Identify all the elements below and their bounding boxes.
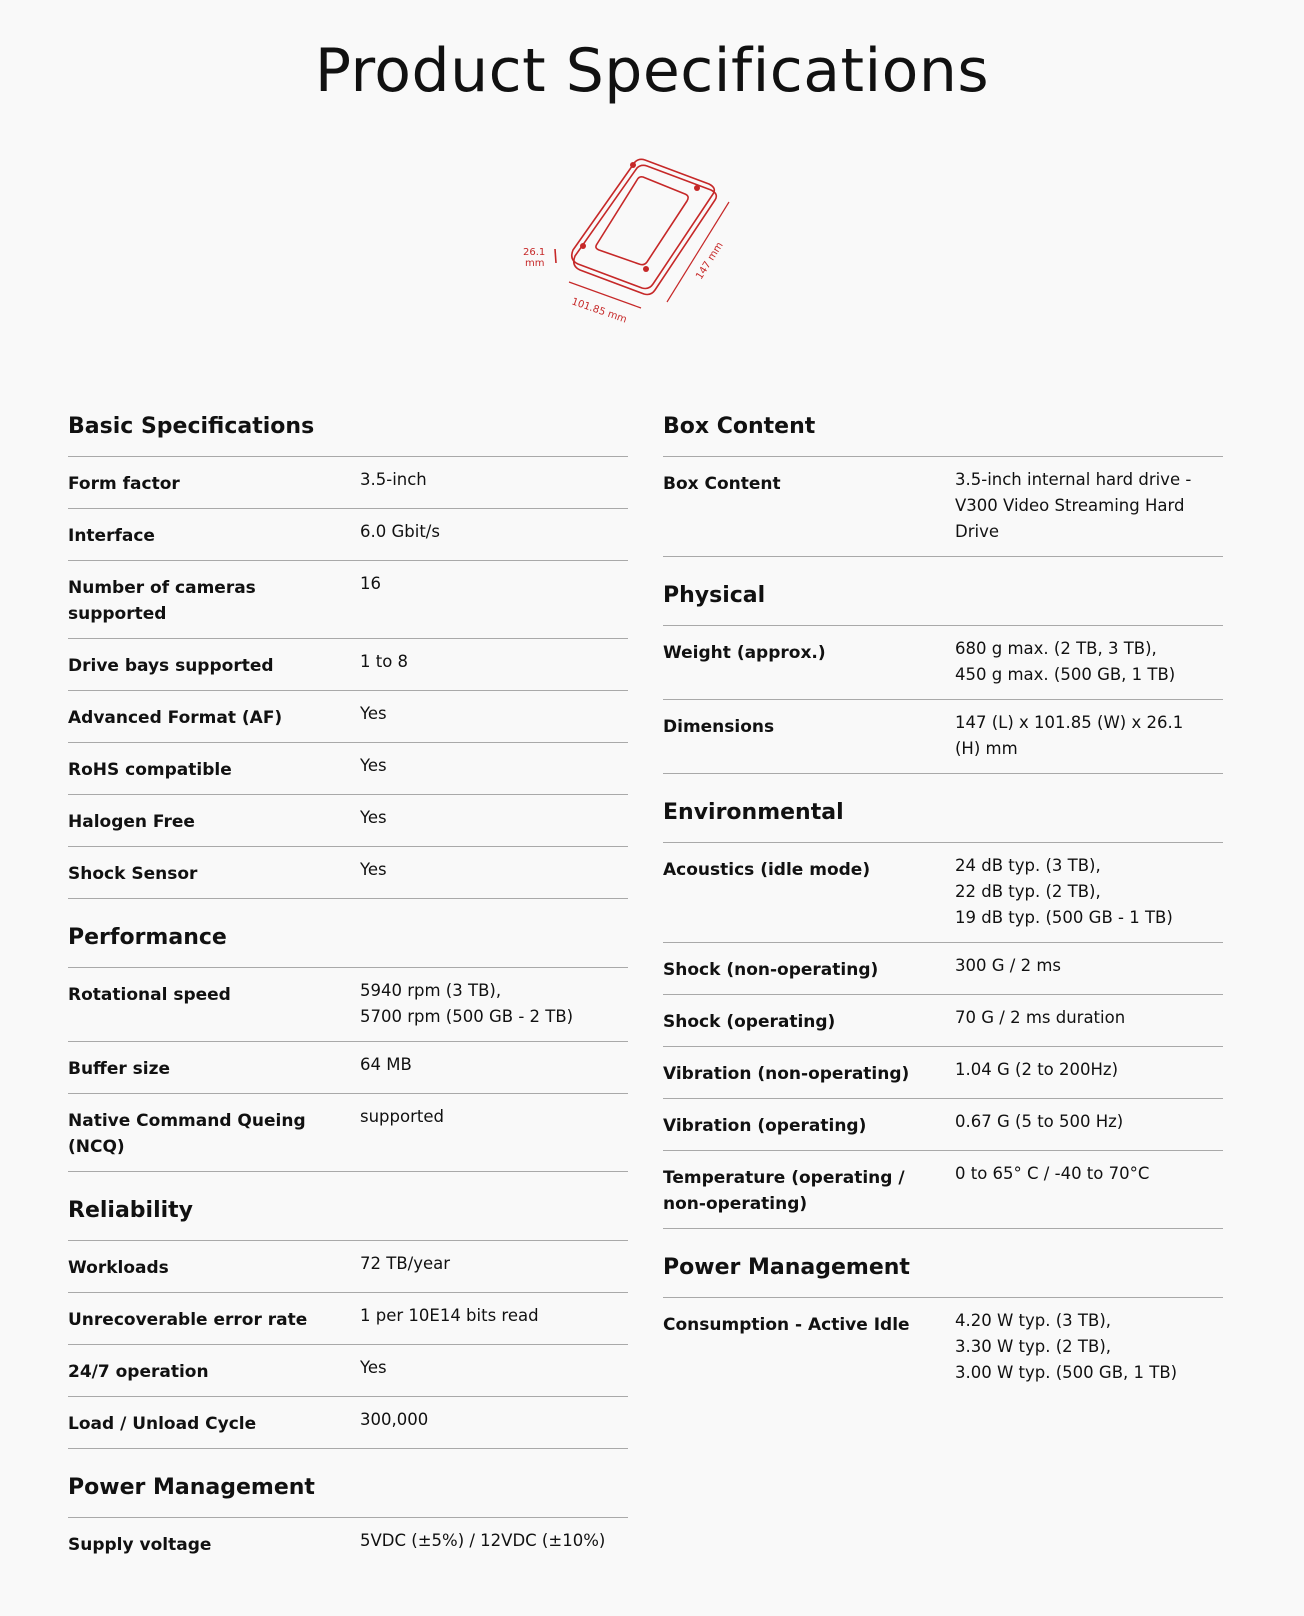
spec-label: Dimensions [663, 717, 775, 737]
spec-label: Advanced Format (AF) [68, 708, 283, 728]
spec-section [663, 1255, 1223, 1397]
spec-value: 1 per 10E14 bits read [360, 1306, 539, 1325]
spec-value: 5940 rpm (3 TB), 5700 rpm (500 GB - 2 TB) [360, 981, 574, 1026]
spec-label: Interface [68, 526, 155, 546]
mounting-hole [580, 243, 586, 249]
spec-section [68, 414, 628, 899]
mounting-hole [694, 185, 700, 191]
spec-label: Shock Sensor [68, 864, 198, 884]
spec-value: 4.20 W typ. (3 TB), 3.30 W typ. (2 TB), 3.00 W typ. (500 GB, 1 TB) [955, 1311, 1178, 1382]
width-dimension-label: 101.85 mm [570, 296, 629, 326]
spec-row [663, 1298, 1223, 1397]
spec-label: Temperature (operating / non-operating) [663, 1168, 905, 1214]
spec-row [663, 1099, 1223, 1151]
spec-section [68, 1475, 628, 1569]
spec-value: 0.67 G (5 to 500 Hz) [955, 1112, 1124, 1131]
hard-drive-dimension-diagram [523, 150, 775, 340]
spec-section [663, 800, 1223, 1229]
page-title: Product Specifications [314, 36, 990, 106]
spec-value: supported [360, 1107, 444, 1126]
spec-row [663, 995, 1223, 1047]
spec-value: Yes [360, 704, 387, 723]
spec-label: Number of cameras supported [68, 578, 256, 624]
spec-value: 16 [360, 574, 381, 593]
mounting-hole [630, 162, 636, 168]
spec-label: Weight (approx.) [663, 643, 826, 663]
spec-row [68, 1345, 628, 1397]
spec-row [663, 1047, 1223, 1099]
spec-row [68, 795, 628, 847]
spec-value: Yes [360, 1358, 387, 1377]
spec-value: 0 to 65° C / -40 to 70°C [955, 1164, 1150, 1183]
spec-row [68, 847, 628, 899]
section-title: Power Management [663, 1255, 1223, 1298]
spec-value: Yes [360, 756, 387, 775]
left-column [68, 400, 628, 1595]
right-column [663, 400, 1223, 1423]
spec-value: 147 (L) x 101.85 (W) x 26.1 (H) mm [955, 713, 1184, 758]
spec-row [68, 1094, 628, 1172]
spec-row [663, 626, 1223, 700]
spec-label: Vibration (non-operating) [663, 1064, 910, 1084]
height-dimension-unit: mm [525, 258, 545, 269]
mounting-hole [643, 266, 649, 272]
spec-value: 300 G / 2 ms [955, 956, 1061, 975]
spec-row [663, 943, 1223, 995]
spec-value: 70 G / 2 ms duration [955, 1008, 1126, 1027]
spec-row [663, 1151, 1223, 1229]
spec-value: 6.0 Gbit/s [360, 522, 440, 541]
section-title: Basic Specifications [68, 414, 628, 457]
spec-section [68, 925, 628, 1172]
spec-row [68, 639, 628, 691]
length-dimension-label: 147 mm [694, 240, 726, 282]
spec-row [68, 1518, 628, 1569]
spec-value: 5VDC (±5%) / 12VDC (±10%) [360, 1531, 606, 1550]
spec-row [663, 843, 1223, 943]
spec-row [68, 743, 628, 795]
height-dimension-label: 26.1 [523, 247, 546, 258]
section-title: Physical [663, 583, 1223, 626]
spec-row [68, 1042, 628, 1094]
spec-section [663, 583, 1223, 774]
spec-value: 300,000 [360, 1410, 429, 1429]
spec-label: RoHS compatible [68, 760, 232, 780]
spec-row [68, 968, 628, 1042]
spec-label: Shock (non-operating) [663, 960, 879, 980]
spec-value: 680 g max. (2 TB, 3 TB), 450 g max. (500 GB, 1 TB) [955, 639, 1176, 684]
spec-value: 1 to 8 [360, 652, 409, 671]
spec-value: 24 dB typ. (3 TB), 22 dB typ. (2 TB), 19 dB typ. (500 GB - 1 TB) [955, 856, 1173, 927]
spec-row [68, 1397, 628, 1449]
spec-value: 64 MB [360, 1055, 412, 1074]
spec-value: 72 TB/year [360, 1254, 451, 1273]
section-title: Performance [68, 925, 628, 968]
spec-label: Supply voltage [68, 1535, 212, 1555]
spec-value: Yes [360, 808, 387, 827]
spec-row [68, 509, 628, 561]
spec-row [663, 700, 1223, 774]
spec-label: Halogen Free [68, 812, 195, 832]
spec-label: Rotational speed [68, 985, 231, 1005]
height-dimension-line [555, 249, 556, 263]
spec-section [663, 414, 1223, 557]
spec-label: Unrecoverable error rate [68, 1310, 308, 1330]
spec-row [68, 457, 628, 509]
section-title: Reliability [68, 1198, 628, 1241]
spec-label: Shock (operating) [663, 1012, 836, 1032]
section-title: Power Management [68, 1475, 628, 1518]
spec-label: Form factor [68, 474, 180, 494]
spec-row [663, 457, 1223, 557]
spec-label: Buffer size [68, 1059, 171, 1079]
spec-label: Vibration (operating) [663, 1116, 867, 1136]
spec-label: 24/7 operation [68, 1362, 209, 1382]
spec-value: Yes [360, 860, 387, 879]
spec-label: Load / Unload Cycle [68, 1414, 257, 1434]
spec-value: 1.04 G (2 to 200Hz) [955, 1060, 1119, 1079]
spec-label: Box Content [663, 474, 781, 494]
spec-label: Consumption - Active Idle [663, 1315, 910, 1335]
spec-section [68, 1198, 628, 1449]
spec-label: Acoustics (idle mode) [663, 860, 871, 880]
section-title: Environmental [663, 800, 1223, 843]
section-title: Box Content [663, 414, 1223, 457]
spec-row [68, 691, 628, 743]
spec-value: 3.5-inch internal hard drive - V300 Video Streaming Hard Drive [955, 470, 1192, 541]
spec-row [68, 1241, 628, 1293]
spec-label: Workloads [68, 1258, 169, 1278]
spec-row [68, 561, 628, 639]
spec-label: Drive bays supported [68, 656, 274, 676]
spec-label: Native Command Queing (NCQ) [68, 1111, 306, 1157]
spec-value: 3.5-inch [360, 470, 427, 489]
spec-row [68, 1293, 628, 1345]
